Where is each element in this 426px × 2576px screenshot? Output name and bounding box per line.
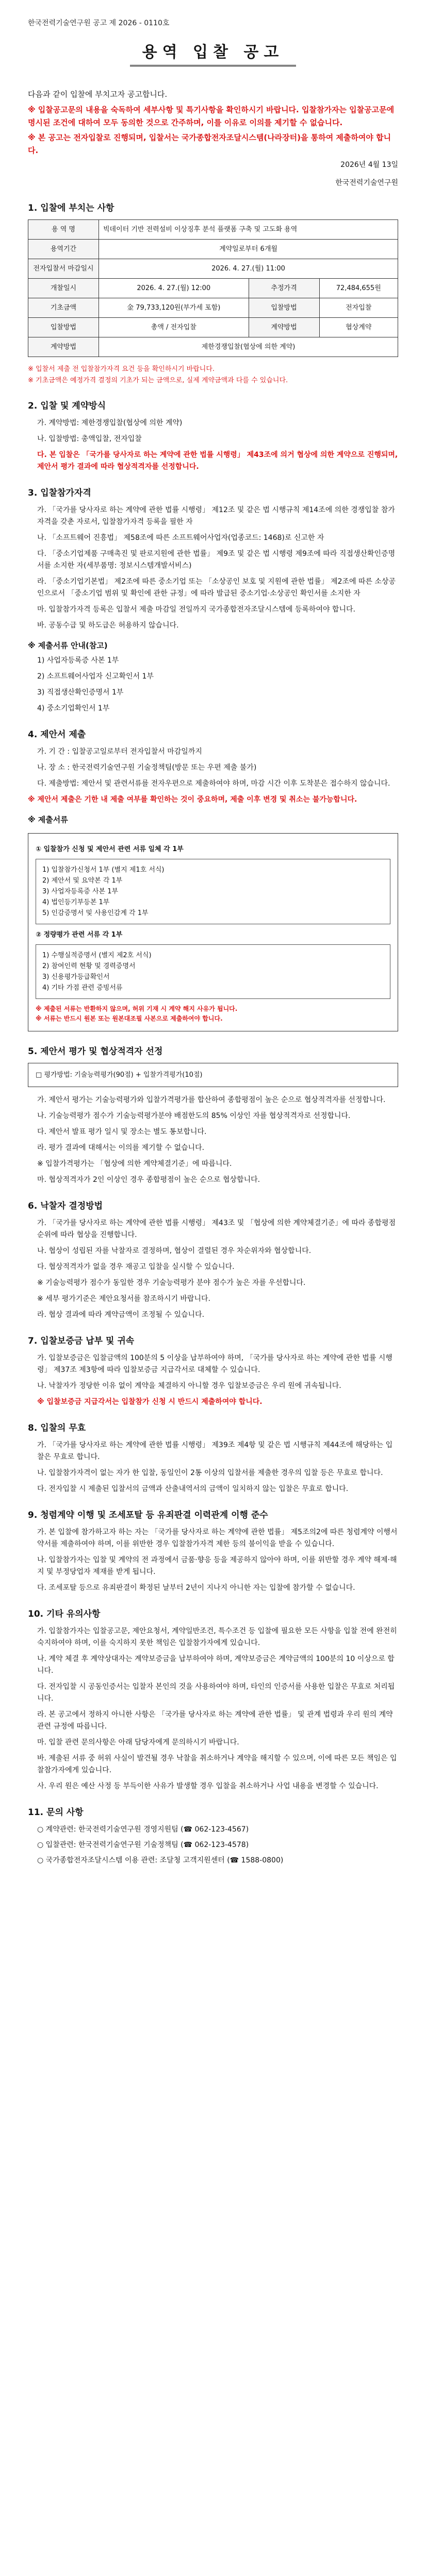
list-item: 가. 계약방법: 제한경쟁입찰(협상에 의한 계약) bbox=[37, 419, 183, 427]
table-header-cell: 계약방법 bbox=[249, 318, 319, 337]
list-item: 가. 「국가를 당사자로 하는 계약에 관한 법률 시행령」 제43조 및 「협상에 의한 계약체결기준」에 따라 종합평점 순위에 따라 협상을 진행합니다. bbox=[37, 1219, 396, 1239]
list-item: 나. 기술능력평가 점수가 기술능력평가분야 배점한도의 85% 이상인 자를 협상적격자로 선정합니다. bbox=[37, 1112, 351, 1120]
document-title: 용역 입찰 공고 bbox=[130, 37, 297, 66]
list-item: 다. 전자입찰 시 공동인증서는 입찰자 본인의 것을 사용하여야 하며, 타인의 인증서를 사용한 입찰은 무효로 처리됩니다. bbox=[37, 1683, 395, 1703]
list-item: 다. 제출방법: 제안서 및 관련서류를 전자우편으로 제출하여야 하며, 마감 시간 이후 도착분은 접수하지 않습니다. bbox=[37, 779, 390, 788]
announcement-date: 2026년 4월 13일 bbox=[340, 161, 398, 169]
list-item: 가. 입찰참가자는 입찰공고문, 제안요청서, 계약일반조건, 특수조건 등 입찰에 필요한 모든 사항을 입찰 전에 완전히 숙지하여야 하며, 이를 숙지하지 못한 책임은 입찰참가자에게 있습니다. bbox=[37, 1627, 397, 1647]
section-5-title: 5. 제안서 평가 및 협상적격자 선정 bbox=[28, 1046, 163, 1057]
list-item: 바. 제출된 서류 중 허위 사실이 발견될 경우 낙찰을 취소하거나 계약을 해지할 수 있으며, 이에 따른 모든 책임은 입찰참가자에게 있습니다. bbox=[37, 1754, 397, 1774]
section-6-title: 6. 낙찰자 결정방법 bbox=[28, 1201, 103, 1211]
table-row bbox=[28, 318, 398, 337]
list-item: 사. 우리 원은 예산 사정 등 부득이한 사유가 발생할 경우 입찰을 취소하거나 사업 내용을 변경할 수 있습니다. bbox=[37, 1782, 379, 1790]
list-item: 3) 사업자등록증 사본 1부 bbox=[42, 888, 119, 895]
list-item: 마. 입찰참가자격 등록은 입찰서 제출 마감일 전일까지 국가종합전자조달시스템에 등록하여야 합니다. bbox=[37, 605, 355, 614]
list-item: 나. 입찰참가자격이 없는 자가 한 입찰, 동일인이 2통 이상의 입찰서를 제출한 경우의 입찰 등은 무효로 합니다. bbox=[37, 1469, 383, 1477]
section-4-title: 4. 제안서 제출 bbox=[28, 730, 86, 740]
list-item: 다. 제안서 발표 평가 일시 및 장소는 별도 통보합니다. bbox=[37, 1128, 207, 1136]
table-header-cell: 추정가격 bbox=[249, 279, 319, 298]
contact-item: ○ 계약관련: 한국전력기술연구원 경영지원팀 (☎ 062-123-4567) bbox=[37, 1825, 249, 1834]
table-row bbox=[28, 279, 398, 298]
table-cell: 계약일로부터 6개월 bbox=[99, 240, 398, 259]
table-row bbox=[28, 220, 398, 240]
section-9-title: 9. 청렴계약 이행 및 조세포탈 등 유죄판결 이력관계 이행 준수 bbox=[28, 1510, 268, 1520]
list-item: 가. 「국가를 당사자로 하는 계약에 관한 법률 시행령」 제12조 및 같은 법 시행규칙 제14조에 의한 경쟁입찰 참가자격을 갖춘 자로서, 입찰참가자격 등록을 필한 자 bbox=[37, 506, 395, 526]
table-header-cell: 개찰일시 bbox=[28, 279, 99, 298]
table-cell: 2026. 4. 27.(월) 12:00 bbox=[99, 279, 249, 298]
list-item: 나. 입찰참가자는 입찰 및 계약의 전 과정에서 금품·향응 등을 제공하지 않아야 하며, 이를 위반할 경우 계약 해제·해지 및 부정당업자 제재를 받게 됩니다. bbox=[37, 1556, 397, 1576]
box-red-note: ※ 제출된 서류는 반환하지 않으며, 허위 기재 시 계약 해지 사유가 됩니다. bbox=[36, 1005, 238, 1012]
list-item: 나. 계약 체결 후 계약상대자는 계약보증금을 납부하여야 하며, 계약보증금은 계약금액의 100분의 10 이상으로 합니다. bbox=[37, 1655, 395, 1675]
section-1-note-2: ※ 기초금액은 예정가격 결정의 기초가 되는 금액으로, 실제 계약금액과 다를 수 있습니다. bbox=[28, 377, 288, 384]
list-item: 1) 입찰참가신청서 1부 (별지 제1호 서식) bbox=[42, 866, 165, 874]
list-item: 나. 협상이 성립된 자를 낙찰자로 결정하며, 협상이 결렬된 경우 차순위자와 협상합니다. bbox=[37, 1247, 312, 1255]
section-7-title: 7. 입찰보증금 납부 및 귀속 bbox=[28, 1336, 135, 1346]
table-cell: 2026. 4. 27.(월) 11:00 bbox=[99, 259, 398, 279]
box-title: ① 입찰참가 신청 및 제안서 관련 서류 일체 각 1부 bbox=[36, 845, 184, 853]
table-cell: 총액 / 전자입찰 bbox=[99, 318, 249, 337]
section-6-note-1: ※ 기술능력평가 점수가 동일한 경우 기술능력평가 분야 점수가 높은 자를 우선합니다. bbox=[37, 1279, 306, 1287]
table-header-cell: 입찰방법 bbox=[249, 298, 319, 318]
list-item: 다. 조세포탈 등으로 유죄판결이 확정된 날부터 2년이 지나지 아니한 자는 입찰에 참가할 수 없습니다. bbox=[37, 1584, 355, 1592]
list-item: 가. 본 입찰에 참가하고자 하는 자는 「국가를 당사자로 하는 계약에 관한 법률」 제5조의2에 따른 청렴계약 이행서약서를 제출하여야 하며, 이를 위반한 경우 입찰참가자격 제한 등의 불이익을 받을 수 있습니다. bbox=[37, 1528, 398, 1548]
list-item: 1) 사업자등록증 사본 1부 bbox=[37, 656, 119, 665]
table-row bbox=[28, 240, 398, 259]
intro-line: 다음과 같이 입찰에 부치고자 공고합니다. bbox=[28, 90, 168, 99]
list-item: 다. 본 입찰은 「국가를 당사자로 하는 계약에 관한 법률 시행령」 제43조에 의거 협상에 의한 계약으로 진행되며, 제안서 평가 결과에 따라 협상적격자를 선정합니다. bbox=[37, 451, 398, 471]
list-item: 라. 평가 결과에 대해서는 이의를 제기할 수 없습니다. bbox=[37, 1144, 205, 1152]
list-item: 5) 인감증명서 및 사용인감계 각 1부 bbox=[42, 909, 149, 917]
list-item: 라. 협상 결과에 따라 계약금액이 조정될 수 있습니다. bbox=[37, 1311, 205, 1319]
table-header-cell: 기초금액 bbox=[28, 298, 99, 318]
table-cell: 빅데이터 기반 전력설비 이상징후 분석 플랫폼 구축 및 고도화 용역 bbox=[99, 220, 398, 240]
section-2-title: 2. 입찰 및 계약방식 bbox=[28, 401, 106, 411]
list-item: 가. 기 간 : 입찰공고일로부터 전자입찰서 마감일까지 bbox=[37, 748, 202, 756]
list-item: 2) 참여인력 현황 및 경력증명서 bbox=[42, 962, 136, 970]
section-6-note-2: ※ 세부 평가기준은 제안요청서를 참조하시기 바랍니다. bbox=[37, 1295, 210, 1303]
evaluation-method-box bbox=[28, 1063, 398, 1087]
list-item: 가. 제안서 평가는 기술능력평가와 입찰가격평가를 합산하여 종합평점이 높은 순으로 협상적격자를 선정합니다. bbox=[37, 1096, 386, 1104]
section-4-red-note: ※ 제안서 제출은 기한 내 제출 여부를 확인하는 것이 중요하며, 제출 이후 변경 및 취소는 불가능합니다. bbox=[28, 795, 357, 804]
list-item: 다. 전자입찰 시 제출된 입찰서의 금액과 산출내역서의 금액이 일치하지 않는 입찰은 무효로 합니다. bbox=[37, 1485, 349, 1493]
table-cell: 제한경쟁입찰(협상에 의한 계약) bbox=[99, 337, 398, 357]
list-item: 4) 중소기업확인서 1부 bbox=[37, 704, 110, 713]
list-item: 4) 법인등기부등본 1부 bbox=[42, 899, 110, 906]
list-item: 라. 본 공고에서 정하지 아니한 사항은 「국가를 당사자로 하는 계약에 관한 법률」 및 관계 법령과 우리 원의 계약 관련 규정에 따릅니다. bbox=[37, 1710, 393, 1731]
section-3-subtitle: ※ 제출서류 안내(참고) bbox=[28, 641, 108, 650]
section-1-note-1: ※ 입찰서 제출 전 입찰참가자격 요건 등을 확인하시기 바랍니다. bbox=[28, 365, 215, 373]
list-item: 2) 제안서 및 요약본 각 1부 bbox=[42, 877, 123, 885]
contact-item: ○ 입찰관련: 한국전력기술연구원 기술정책팀 (☎ 062-123-4578) bbox=[37, 1841, 249, 1849]
section-4-subtitle: ※ 제출서류 bbox=[28, 815, 68, 824]
list-item: 나. 입찰방법: 총액입찰, 전자입찰 bbox=[37, 435, 142, 443]
section-1-title: 1. 입찰에 부치는 사항 bbox=[28, 203, 114, 213]
table-cell: 72,484,655원 bbox=[319, 279, 398, 298]
list-item: 1) 수행실적증명서 (별지 제2호 서식) bbox=[42, 952, 152, 959]
section-8-title: 8. 입찰의 무효 bbox=[28, 1423, 86, 1433]
table-header-cell: 용 역 명 bbox=[28, 220, 99, 240]
submission-documents-box bbox=[28, 833, 398, 1031]
bid-info-table bbox=[28, 219, 398, 357]
table-header-cell: 전자입찰서 마감일시 bbox=[28, 259, 99, 279]
box-title: ② 정량평가 관련 서류 각 1부 bbox=[36, 931, 123, 939]
table-header-cell: 용역기간 bbox=[28, 240, 99, 259]
issuing-organization: 한국전력기술연구원 bbox=[335, 179, 398, 187]
list-item: 나. 낙찰자가 정당한 이유 없이 계약을 체결하지 아니할 경우 입찰보증금은 우리 원에 귀속됩니다. bbox=[37, 1382, 341, 1390]
section-7-red-note: ※ 입찰보증금 지급각서는 입찰참가 신청 시 반드시 제출하여야 합니다. bbox=[37, 1398, 263, 1406]
list-item: 2) 소프트웨어사업자 신고확인서 1부 bbox=[37, 672, 154, 681]
section-11-title: 11. 문의 사항 bbox=[28, 1807, 84, 1818]
box-red-note: ※ 서류는 반드시 원본 또는 원본대조필 사본으로 제출하여야 합니다. bbox=[36, 1015, 223, 1022]
box-line: □ 평가방법: 기술능력평가(90점) + 입찰가격평가(10점) bbox=[36, 1071, 203, 1079]
table-header-cell: 계약방법 bbox=[28, 337, 99, 357]
document-number: 한국전력기술연구원 공고 제 2026 - 0110호 bbox=[28, 19, 170, 27]
list-item: 4) 기타 가점 관련 증빙서류 bbox=[42, 984, 123, 992]
table-row bbox=[28, 259, 398, 279]
list-item: 다. 협상적격자가 없을 경우 재공고 입찰을 실시할 수 있습니다. bbox=[37, 1263, 235, 1271]
table-cell: 협상계약 bbox=[319, 318, 398, 337]
table-cell: 金 79,733,120원(부가세 포함) bbox=[99, 298, 249, 318]
section-3-title: 3. 입찰참가자격 bbox=[28, 488, 91, 498]
inner-box bbox=[36, 944, 390, 999]
inner-box bbox=[36, 859, 390, 924]
list-item: 바. 공동수급 및 하도급은 허용하지 않습니다. bbox=[37, 621, 179, 630]
intro-red-note-1: ※ 입찰공고문의 내용을 숙독하여 세부사항 및 특기사항을 확인하시기 바랍니다. 입찰참가자는 입찰공고문에 명시된 조건에 대하여 모두 동의한 것으로 간주하며, 이를 이유로 이의를 제기할 수 없습니다. bbox=[28, 105, 395, 127]
table-cell: 전자입찰 bbox=[319, 298, 398, 318]
contact-item: ○ 국가종합전자조달시스템 이용 관련: 조달청 고객지원센터 (☎ 1588-0800) bbox=[37, 1856, 284, 1865]
list-item: 나. 「소프트웨어 진흥법」 제58조에 따른 소프트웨어사업자(업종코드: 1468)로 신고한 자 bbox=[37, 534, 324, 542]
section-10-title: 10. 기타 유의사항 bbox=[28, 1609, 101, 1619]
list-item: 가. 입찰보증금은 입찰금액의 100분의 5 이상을 납부하여야 하며, 「국가를 당사자로 하는 계약에 관한 법률 시행령」 제37조 제3항에 따라 입찰보증금 지급각서로 대체할 수 있습니다. bbox=[37, 1354, 392, 1374]
table-header-cell: 입찰방법 bbox=[28, 318, 99, 337]
table-row bbox=[28, 298, 398, 318]
list-item: 마. 협상적격자가 2인 이상인 경우 종합평점이 높은 순으로 협상합니다. bbox=[37, 1176, 260, 1184]
list-item: 3) 신용평가등급확인서 bbox=[42, 973, 110, 981]
list-item: 라. 「중소기업기본법」 제2조에 따른 중소기업 또는 「소상공인 보호 및 지원에 관한 법률」 제2조에 따른 소상공인으로서 「중소기업 범위 및 확인에 관한 규정」에 따라 발급된 중소기업·소상공인 확인서를 소지한 자 bbox=[37, 578, 396, 598]
list-item: 다. 「중소기업제품 구매촉진 및 판로지원에 관한 법률」 제9조 및 같은 법 시행령 제9조에 따라 직접생산확인증명서를 소지한 자(세부품명: 정보시스템개발서비스) bbox=[37, 550, 396, 570]
list-item: 마. 입찰 관련 문의사항은 아래 담당자에게 문의하시기 바랍니다. bbox=[37, 1738, 239, 1747]
list-item: 3) 직접생산확인증명서 1부 bbox=[37, 688, 124, 697]
intro-red-note-2: ※ 본 공고는 전자입찰로 진행되며, 입찰서는 국가종합전자조달시스템(나라장터)을 통하여 제출하여야 합니다. bbox=[28, 133, 391, 155]
table-row bbox=[28, 337, 398, 357]
list-item: 가. 「국가를 당사자로 하는 계약에 관한 법률 시행령」 제39조 제4항 및 같은 법 시행규칙 제44조에 해당하는 입찰은 무효로 합니다. bbox=[37, 1441, 393, 1461]
list-item: 나. 장 소 : 한국전력기술연구원 기술정책팀(방문 또는 우편 제출 불가) bbox=[37, 764, 257, 772]
section-5-note: ※ 입찰가격평가는 「협상에 의한 계약체결기준」에 따릅니다. bbox=[37, 1160, 232, 1168]
